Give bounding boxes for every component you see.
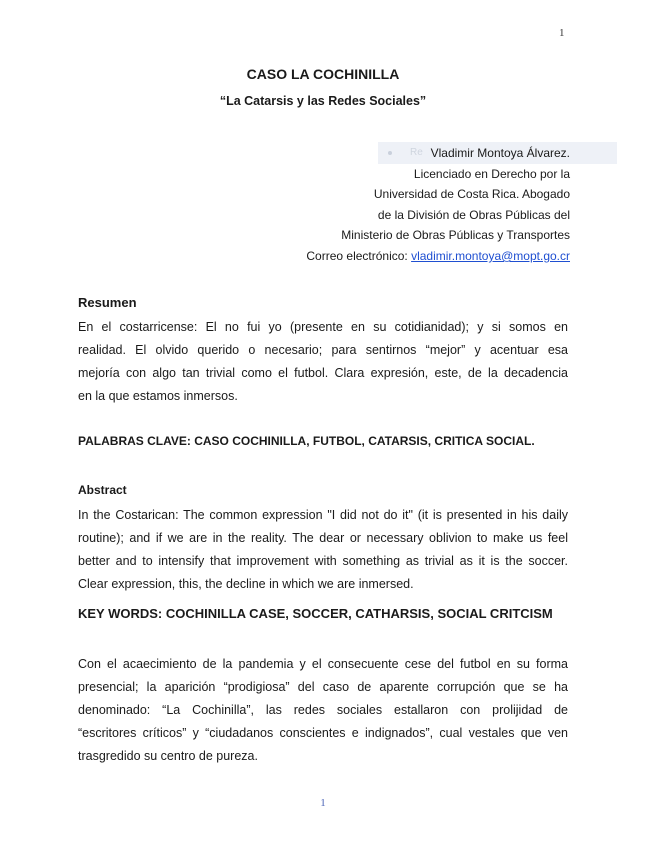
page-number-bottom: 1 [320,797,326,809]
document-title: CASO LA COCHINILLA [246,66,400,82]
author-credential-2: Universidad de Costa Rica. Abogado [373,187,570,202]
body-line: “escritores críticos” y “ciudadanos conscientes e indignados”, cual vestales que ven [78,726,568,740]
body-paragraph [78,653,568,768]
body-line: denominado: “La Cochinilla”, las redes sociales estallaron con prolijidad de [78,703,568,717]
abstract-paragraph [78,504,568,596]
abstract-heading: Abstract [78,483,127,497]
resumen-line: mejoría con algo tan trivial como el futbol. Clara expresión, este, de la decadencia [78,366,568,380]
author-email-line [250,246,570,267]
palabras-clave: PALABRAS CLAVE: CASO COCHINILLA, FUTBOL, CATARSIS, CRITICA SOCIAL. [78,434,535,448]
resumen-line: En el costarricense: El no fui yo (presente en su cotidianidad); y si somos en [78,320,568,334]
page-number-top: 1 [559,27,565,39]
resumen-line: en la que estamos inmersos. [78,389,238,403]
ghost-text: Re [410,147,423,158]
resumen-paragraph [78,316,568,408]
author-credential-1: Licenciado en Derecho por la [413,166,570,181]
abstract-line: routine); and if we are in the reality. The dear or necessary oblivion to make us feel [78,531,568,545]
author-credential-4: Ministerio de Obras Públicas y Transportes [341,228,570,243]
body-line: presencial; la aparición “prodigiosa” del caso de aparente corrupción que se ha [78,680,568,694]
abstract-line: In the Costarican: The common expression "I did not do it" (it is presented in his daily [78,508,568,522]
abstract-line: better and to intensify that improvement with something as trivial as it is the soccer. [78,554,568,568]
body-line: trasgredido su centro de pureza. [78,749,258,763]
author-credential-3: de la División de Obras Públicas del [377,207,570,222]
author-block [250,143,570,267]
key-words: KEY WORDS: COCHINILLA CASE, SOCCER, CATHARSIS, SOCIAL CRITCISM [78,606,553,621]
abstract-line: Clear expression, this, the decline in which we are inmersed. [78,577,414,591]
email-link[interactable]: vladimir.montoya@mopt.go.cr [411,248,570,263]
document-subtitle: “La Catarsis y las Redes Sociales” [219,94,427,108]
author-name: Vladimir Montoya Álvarez. [430,146,570,160]
resumen-line: realidad. El olvido querido o necesario; para sentirnos “mejor” y acentuar esa [78,343,568,357]
email-label: Correo electrónico: [306,248,412,263]
body-line: Con el acaecimiento de la pandemia y el consecuente cese del futbol en su forma [78,657,568,671]
resumen-heading: Resumen [78,295,137,310]
